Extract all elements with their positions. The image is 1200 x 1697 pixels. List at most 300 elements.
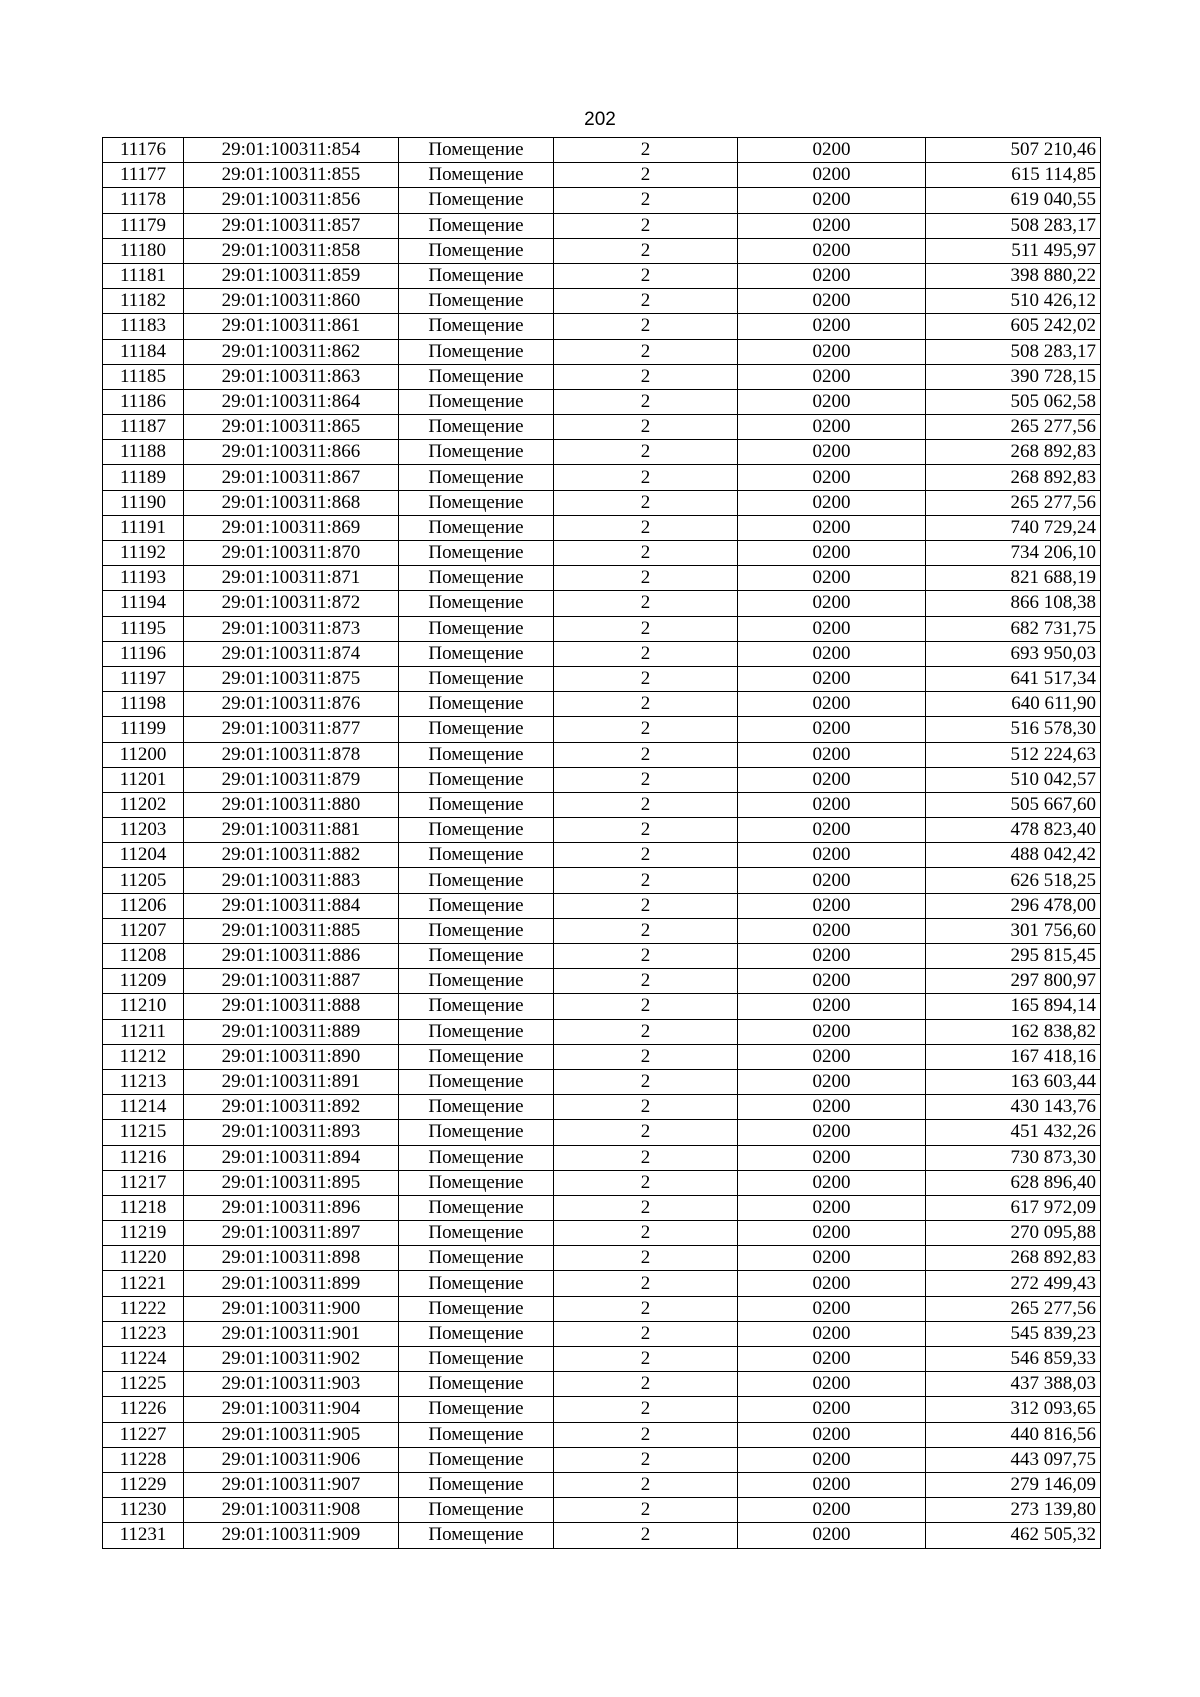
code-cell: 0200 xyxy=(738,339,926,364)
code-cell: 0200 xyxy=(738,1472,926,1497)
object-type-cell: Помещение xyxy=(399,818,554,843)
cadastral-number-cell: 29:01:100311:892 xyxy=(184,1095,399,1120)
cadastral-number-cell: 29:01:100311:869 xyxy=(184,515,399,540)
code-cell: 0200 xyxy=(738,440,926,465)
table-row xyxy=(103,515,1101,540)
cadastral-number-cell: 29:01:100311:874 xyxy=(184,641,399,666)
row-number-cell: 11195 xyxy=(103,616,184,641)
object-type-cell: Помещение xyxy=(399,1095,554,1120)
cadastral-value-cell: 268 892,83 xyxy=(926,440,1101,465)
table-row xyxy=(103,1019,1101,1044)
floor-cell: 2 xyxy=(554,818,738,843)
cadastral-number-cell: 29:01:100311:909 xyxy=(184,1523,399,1548)
object-type-cell: Помещение xyxy=(399,1296,554,1321)
code-cell: 0200 xyxy=(738,188,926,213)
object-type-cell: Помещение xyxy=(399,969,554,994)
floor-cell: 2 xyxy=(554,163,738,188)
table-row xyxy=(103,339,1101,364)
floor-cell: 2 xyxy=(554,1321,738,1346)
cadastral-number-cell: 29:01:100311:899 xyxy=(184,1271,399,1296)
floor-cell: 2 xyxy=(554,188,738,213)
row-number-cell: 11218 xyxy=(103,1195,184,1220)
cadastral-value-cell: 626 518,25 xyxy=(926,868,1101,893)
floor-cell: 2 xyxy=(554,1523,738,1548)
cadastral-value-cell: 510 042,57 xyxy=(926,767,1101,792)
floor-cell: 2 xyxy=(554,138,738,163)
row-number-cell: 11189 xyxy=(103,465,184,490)
cadastral-value-cell: 295 815,45 xyxy=(926,944,1101,969)
floor-cell: 2 xyxy=(554,1498,738,1523)
table-row xyxy=(103,641,1101,666)
object-type-cell: Помещение xyxy=(399,742,554,767)
table-row xyxy=(103,918,1101,943)
row-number-cell: 11199 xyxy=(103,717,184,742)
cadastral-value-cell: 508 283,17 xyxy=(926,339,1101,364)
code-cell: 0200 xyxy=(738,138,926,163)
code-cell: 0200 xyxy=(738,792,926,817)
object-type-cell: Помещение xyxy=(399,188,554,213)
row-number-cell: 11194 xyxy=(103,591,184,616)
object-type-cell: Помещение xyxy=(399,1472,554,1497)
floor-cell: 2 xyxy=(554,1397,738,1422)
floor-cell: 2 xyxy=(554,440,738,465)
row-number-cell: 11188 xyxy=(103,440,184,465)
floor-cell: 2 xyxy=(554,1246,738,1271)
table-row xyxy=(103,1044,1101,1069)
code-cell: 0200 xyxy=(738,1095,926,1120)
row-number-cell: 11227 xyxy=(103,1422,184,1447)
code-cell: 0200 xyxy=(738,1271,926,1296)
object-type-cell: Помещение xyxy=(399,1170,554,1195)
row-number-cell: 11214 xyxy=(103,1095,184,1120)
code-cell: 0200 xyxy=(738,1347,926,1372)
floor-cell: 2 xyxy=(554,490,738,515)
cadastral-number-cell: 29:01:100311:898 xyxy=(184,1246,399,1271)
code-cell: 0200 xyxy=(738,868,926,893)
object-type-cell: Помещение xyxy=(399,163,554,188)
cadastral-number-cell: 29:01:100311:867 xyxy=(184,465,399,490)
floor-cell: 2 xyxy=(554,843,738,868)
row-number-cell: 11198 xyxy=(103,692,184,717)
row-number-cell: 11213 xyxy=(103,1069,184,1094)
cadastral-number-cell: 29:01:100311:877 xyxy=(184,717,399,742)
cadastral-value-cell: 821 688,19 xyxy=(926,566,1101,591)
code-cell: 0200 xyxy=(738,767,926,792)
code-cell: 0200 xyxy=(738,289,926,314)
table-row xyxy=(103,1095,1101,1120)
floor-cell: 2 xyxy=(554,1271,738,1296)
code-cell: 0200 xyxy=(738,1321,926,1346)
cadastral-number-cell: 29:01:100311:905 xyxy=(184,1422,399,1447)
table-row xyxy=(103,742,1101,767)
cadastral-value-cell: 511 495,97 xyxy=(926,238,1101,263)
floor-cell: 2 xyxy=(554,944,738,969)
cadastral-number-cell: 29:01:100311:901 xyxy=(184,1321,399,1346)
row-number-cell: 11205 xyxy=(103,868,184,893)
row-number-cell: 11209 xyxy=(103,969,184,994)
row-number-cell: 11208 xyxy=(103,944,184,969)
code-cell: 0200 xyxy=(738,490,926,515)
table-row xyxy=(103,717,1101,742)
floor-cell: 2 xyxy=(554,1347,738,1372)
row-number-cell: 11220 xyxy=(103,1246,184,1271)
table-row xyxy=(103,1372,1101,1397)
cadastral-number-cell: 29:01:100311:873 xyxy=(184,616,399,641)
cadastral-number-cell: 29:01:100311:890 xyxy=(184,1044,399,1069)
cadastral-number-cell: 29:01:100311:895 xyxy=(184,1170,399,1195)
object-type-cell: Помещение xyxy=(399,918,554,943)
cadastral-number-cell: 29:01:100311:868 xyxy=(184,490,399,515)
cadastral-value-cell: 478 823,40 xyxy=(926,818,1101,843)
cadastral-value-cell: 162 838,82 xyxy=(926,1019,1101,1044)
code-cell: 0200 xyxy=(738,163,926,188)
cadastral-number-cell: 29:01:100311:897 xyxy=(184,1221,399,1246)
cadastral-value-cell: 734 206,10 xyxy=(926,541,1101,566)
code-cell: 0200 xyxy=(738,666,926,691)
table-row xyxy=(103,213,1101,238)
cadastral-number-cell: 29:01:100311:900 xyxy=(184,1296,399,1321)
code-cell: 0200 xyxy=(738,969,926,994)
table-row xyxy=(103,1472,1101,1497)
cadastral-number-cell: 29:01:100311:855 xyxy=(184,163,399,188)
object-type-cell: Помещение xyxy=(399,213,554,238)
cadastral-value-cell: 619 040,55 xyxy=(926,188,1101,213)
row-number-cell: 11187 xyxy=(103,415,184,440)
table-row xyxy=(103,1397,1101,1422)
object-type-cell: Помещение xyxy=(399,138,554,163)
object-type-cell: Помещение xyxy=(399,1120,554,1145)
object-type-cell: Помещение xyxy=(399,692,554,717)
row-number-cell: 11204 xyxy=(103,843,184,868)
object-type-cell: Помещение xyxy=(399,289,554,314)
table-row xyxy=(103,868,1101,893)
table-row xyxy=(103,893,1101,918)
cadastral-number-cell: 29:01:100311:880 xyxy=(184,792,399,817)
table-row xyxy=(103,1422,1101,1447)
object-type-cell: Помещение xyxy=(399,792,554,817)
floor-cell: 2 xyxy=(554,868,738,893)
cadastral-number-cell: 29:01:100311:896 xyxy=(184,1195,399,1220)
floor-cell: 2 xyxy=(554,717,738,742)
floor-cell: 2 xyxy=(554,1145,738,1170)
cadastral-value-cell: 272 499,43 xyxy=(926,1271,1101,1296)
table-row xyxy=(103,541,1101,566)
row-number-cell: 11191 xyxy=(103,515,184,540)
row-number-cell: 11178 xyxy=(103,188,184,213)
row-number-cell: 11185 xyxy=(103,364,184,389)
table-row xyxy=(103,843,1101,868)
cadastral-number-cell: 29:01:100311:881 xyxy=(184,818,399,843)
cadastral-value-cell: 165 894,14 xyxy=(926,994,1101,1019)
floor-cell: 2 xyxy=(554,1120,738,1145)
code-cell: 0200 xyxy=(738,364,926,389)
cadastral-number-cell: 29:01:100311:886 xyxy=(184,944,399,969)
floor-cell: 2 xyxy=(554,389,738,414)
cadastral-value-cell: 617 972,09 xyxy=(926,1195,1101,1220)
object-type-cell: Помещение xyxy=(399,314,554,339)
row-number-cell: 11203 xyxy=(103,818,184,843)
floor-cell: 2 xyxy=(554,238,738,263)
cadastral-value-cell: 507 210,46 xyxy=(926,138,1101,163)
object-type-cell: Помещение xyxy=(399,868,554,893)
row-number-cell: 11186 xyxy=(103,389,184,414)
object-type-cell: Помещение xyxy=(399,1221,554,1246)
object-type-cell: Помещение xyxy=(399,843,554,868)
code-cell: 0200 xyxy=(738,213,926,238)
cadastral-value-cell: 437 388,03 xyxy=(926,1372,1101,1397)
cadastral-value-cell: 270 095,88 xyxy=(926,1221,1101,1246)
object-type-cell: Помещение xyxy=(399,263,554,288)
cadastral-value-cell: 398 880,22 xyxy=(926,263,1101,288)
table-row xyxy=(103,969,1101,994)
table-row xyxy=(103,616,1101,641)
object-type-cell: Помещение xyxy=(399,339,554,364)
cadastral-number-cell: 29:01:100311:894 xyxy=(184,1145,399,1170)
row-number-cell: 11176 xyxy=(103,138,184,163)
object-type-cell: Помещение xyxy=(399,717,554,742)
cadastral-number-cell: 29:01:100311:893 xyxy=(184,1120,399,1145)
row-number-cell: 11193 xyxy=(103,566,184,591)
code-cell: 0200 xyxy=(738,263,926,288)
table-row xyxy=(103,389,1101,414)
floor-cell: 2 xyxy=(554,994,738,1019)
cadastral-number-cell: 29:01:100311:903 xyxy=(184,1372,399,1397)
code-cell: 0200 xyxy=(738,1195,926,1220)
cadastral-number-cell: 29:01:100311:858 xyxy=(184,238,399,263)
table-row xyxy=(103,666,1101,691)
cadastral-value-cell: 605 242,02 xyxy=(926,314,1101,339)
table-row xyxy=(103,944,1101,969)
cadastral-number-cell: 29:01:100311:865 xyxy=(184,415,399,440)
table-row xyxy=(103,238,1101,263)
table-row xyxy=(103,591,1101,616)
table-row xyxy=(103,818,1101,843)
cadastral-number-cell: 29:01:100311:887 xyxy=(184,969,399,994)
cadastral-value-cell: 279 146,09 xyxy=(926,1472,1101,1497)
floor-cell: 2 xyxy=(554,918,738,943)
cadastral-value-cell: 740 729,24 xyxy=(926,515,1101,540)
object-type-cell: Помещение xyxy=(399,1195,554,1220)
floor-cell: 2 xyxy=(554,515,738,540)
object-type-cell: Помещение xyxy=(399,1347,554,1372)
floor-cell: 2 xyxy=(554,415,738,440)
cadastral-number-cell: 29:01:100311:888 xyxy=(184,994,399,1019)
table-row xyxy=(103,465,1101,490)
table-row xyxy=(103,1145,1101,1170)
cadastral-value-cell: 512 224,63 xyxy=(926,742,1101,767)
cadastral-value-cell: 510 426,12 xyxy=(926,289,1101,314)
cadastral-number-cell: 29:01:100311:904 xyxy=(184,1397,399,1422)
floor-cell: 2 xyxy=(554,1372,738,1397)
code-cell: 0200 xyxy=(738,566,926,591)
object-type-cell: Помещение xyxy=(399,616,554,641)
code-cell: 0200 xyxy=(738,465,926,490)
floor-cell: 2 xyxy=(554,1422,738,1447)
cadastral-value-cell: 390 728,15 xyxy=(926,364,1101,389)
cadastral-number-cell: 29:01:100311:902 xyxy=(184,1347,399,1372)
code-cell: 0200 xyxy=(738,1397,926,1422)
object-type-cell: Помещение xyxy=(399,389,554,414)
code-cell: 0200 xyxy=(738,389,926,414)
floor-cell: 2 xyxy=(554,692,738,717)
cadastral-number-cell: 29:01:100311:891 xyxy=(184,1069,399,1094)
cadastral-number-cell: 29:01:100311:862 xyxy=(184,339,399,364)
code-cell: 0200 xyxy=(738,994,926,1019)
object-type-cell: Помещение xyxy=(399,641,554,666)
table-row xyxy=(103,792,1101,817)
floor-cell: 2 xyxy=(554,566,738,591)
floor-cell: 2 xyxy=(554,792,738,817)
cadastral-value-cell: 505 667,60 xyxy=(926,792,1101,817)
code-cell: 0200 xyxy=(738,1044,926,1069)
cadastral-number-cell: 29:01:100311:878 xyxy=(184,742,399,767)
table-row xyxy=(103,767,1101,792)
cadastral-number-cell: 29:01:100311:859 xyxy=(184,263,399,288)
cadastral-value-cell: 640 611,90 xyxy=(926,692,1101,717)
code-cell: 0200 xyxy=(738,717,926,742)
table-row xyxy=(103,1246,1101,1271)
cadastral-number-cell: 29:01:100311:882 xyxy=(184,843,399,868)
cadastral-number-cell: 29:01:100311:883 xyxy=(184,868,399,893)
object-type-cell: Помещение xyxy=(399,666,554,691)
row-number-cell: 11181 xyxy=(103,263,184,288)
cadastral-number-cell: 29:01:100311:907 xyxy=(184,1472,399,1497)
table-row xyxy=(103,994,1101,1019)
floor-cell: 2 xyxy=(554,1296,738,1321)
row-number-cell: 11215 xyxy=(103,1120,184,1145)
cadastral-value-cell: 545 839,23 xyxy=(926,1321,1101,1346)
table-row xyxy=(103,1347,1101,1372)
row-number-cell: 11223 xyxy=(103,1321,184,1346)
table-row xyxy=(103,138,1101,163)
cadastral-number-cell: 29:01:100311:879 xyxy=(184,767,399,792)
cadastral-number-cell: 29:01:100311:875 xyxy=(184,666,399,691)
floor-cell: 2 xyxy=(554,213,738,238)
row-number-cell: 11206 xyxy=(103,893,184,918)
row-number-cell: 11177 xyxy=(103,163,184,188)
floor-cell: 2 xyxy=(554,767,738,792)
floor-cell: 2 xyxy=(554,666,738,691)
object-type-cell: Помещение xyxy=(399,1246,554,1271)
cadastral-value-cell: 163 603,44 xyxy=(926,1069,1101,1094)
table-row xyxy=(103,490,1101,515)
cadastral-value-cell: 866 108,38 xyxy=(926,591,1101,616)
object-type-cell: Помещение xyxy=(399,1145,554,1170)
code-cell: 0200 xyxy=(738,314,926,339)
object-type-cell: Помещение xyxy=(399,415,554,440)
code-cell: 0200 xyxy=(738,591,926,616)
table-row xyxy=(103,1447,1101,1472)
row-number-cell: 11212 xyxy=(103,1044,184,1069)
cadastral-number-cell: 29:01:100311:856 xyxy=(184,188,399,213)
row-number-cell: 11192 xyxy=(103,541,184,566)
cadastral-number-cell: 29:01:100311:861 xyxy=(184,314,399,339)
row-number-cell: 11210 xyxy=(103,994,184,1019)
cadastral-value-cell: 443 097,75 xyxy=(926,1447,1101,1472)
floor-cell: 2 xyxy=(554,1447,738,1472)
floor-cell: 2 xyxy=(554,1472,738,1497)
cadastral-number-cell: 29:01:100311:864 xyxy=(184,389,399,414)
code-cell: 0200 xyxy=(738,1296,926,1321)
table-row xyxy=(103,1221,1101,1246)
row-number-cell: 11200 xyxy=(103,742,184,767)
object-type-cell: Помещение xyxy=(399,541,554,566)
floor-cell: 2 xyxy=(554,1044,738,1069)
cadastral-value-cell: 693 950,03 xyxy=(926,641,1101,666)
cadastral-value-cell: 730 873,30 xyxy=(926,1145,1101,1170)
cadastral-value-cell: 546 859,33 xyxy=(926,1347,1101,1372)
row-number-cell: 11182 xyxy=(103,289,184,314)
code-cell: 0200 xyxy=(738,515,926,540)
code-cell: 0200 xyxy=(738,616,926,641)
row-number-cell: 11231 xyxy=(103,1523,184,1548)
table-row xyxy=(103,188,1101,213)
cadastral-number-cell: 29:01:100311:857 xyxy=(184,213,399,238)
table-row xyxy=(103,364,1101,389)
object-type-cell: Помещение xyxy=(399,994,554,1019)
table-row xyxy=(103,314,1101,339)
cadastral-number-cell: 29:01:100311:871 xyxy=(184,566,399,591)
object-type-cell: Помещение xyxy=(399,1069,554,1094)
code-cell: 0200 xyxy=(738,1120,926,1145)
code-cell: 0200 xyxy=(738,1372,926,1397)
row-number-cell: 11230 xyxy=(103,1498,184,1523)
object-type-cell: Помещение xyxy=(399,1044,554,1069)
cadastral-number-cell: 29:01:100311:866 xyxy=(184,440,399,465)
code-cell: 0200 xyxy=(738,692,926,717)
table-row xyxy=(103,289,1101,314)
table-row xyxy=(103,1321,1101,1346)
floor-cell: 2 xyxy=(554,541,738,566)
floor-cell: 2 xyxy=(554,969,738,994)
row-number-cell: 11225 xyxy=(103,1372,184,1397)
object-type-cell: Помещение xyxy=(399,566,554,591)
table-row xyxy=(103,263,1101,288)
object-type-cell: Помещение xyxy=(399,465,554,490)
cadastral-value-cell: 296 478,00 xyxy=(926,893,1101,918)
cadastral-number-cell: 29:01:100311:889 xyxy=(184,1019,399,1044)
row-number-cell: 11228 xyxy=(103,1447,184,1472)
object-type-cell: Помещение xyxy=(399,893,554,918)
row-number-cell: 11221 xyxy=(103,1271,184,1296)
code-cell: 0200 xyxy=(738,238,926,263)
code-cell: 0200 xyxy=(738,742,926,767)
cadastral-number-cell: 29:01:100311:884 xyxy=(184,893,399,918)
code-cell: 0200 xyxy=(738,1447,926,1472)
cadastral-value-cell: 297 800,97 xyxy=(926,969,1101,994)
object-type-cell: Помещение xyxy=(399,1422,554,1447)
row-number-cell: 11226 xyxy=(103,1397,184,1422)
cadastral-value-cell: 265 277,56 xyxy=(926,415,1101,440)
table-row xyxy=(103,1170,1101,1195)
floor-cell: 2 xyxy=(554,1170,738,1195)
object-type-cell: Помещение xyxy=(399,515,554,540)
object-type-cell: Помещение xyxy=(399,1447,554,1472)
cadastral-value-cell: 488 042,42 xyxy=(926,843,1101,868)
cadastral-value-cell: 508 283,17 xyxy=(926,213,1101,238)
table-row xyxy=(103,692,1101,717)
code-cell: 0200 xyxy=(738,1422,926,1447)
cadastral-number-cell: 29:01:100311:872 xyxy=(184,591,399,616)
cadastral-value-cell: 273 139,80 xyxy=(926,1498,1101,1523)
code-cell: 0200 xyxy=(738,893,926,918)
floor-cell: 2 xyxy=(554,263,738,288)
floor-cell: 2 xyxy=(554,616,738,641)
code-cell: 0200 xyxy=(738,818,926,843)
floor-cell: 2 xyxy=(554,1069,738,1094)
row-number-cell: 11197 xyxy=(103,666,184,691)
code-cell: 0200 xyxy=(738,1170,926,1195)
